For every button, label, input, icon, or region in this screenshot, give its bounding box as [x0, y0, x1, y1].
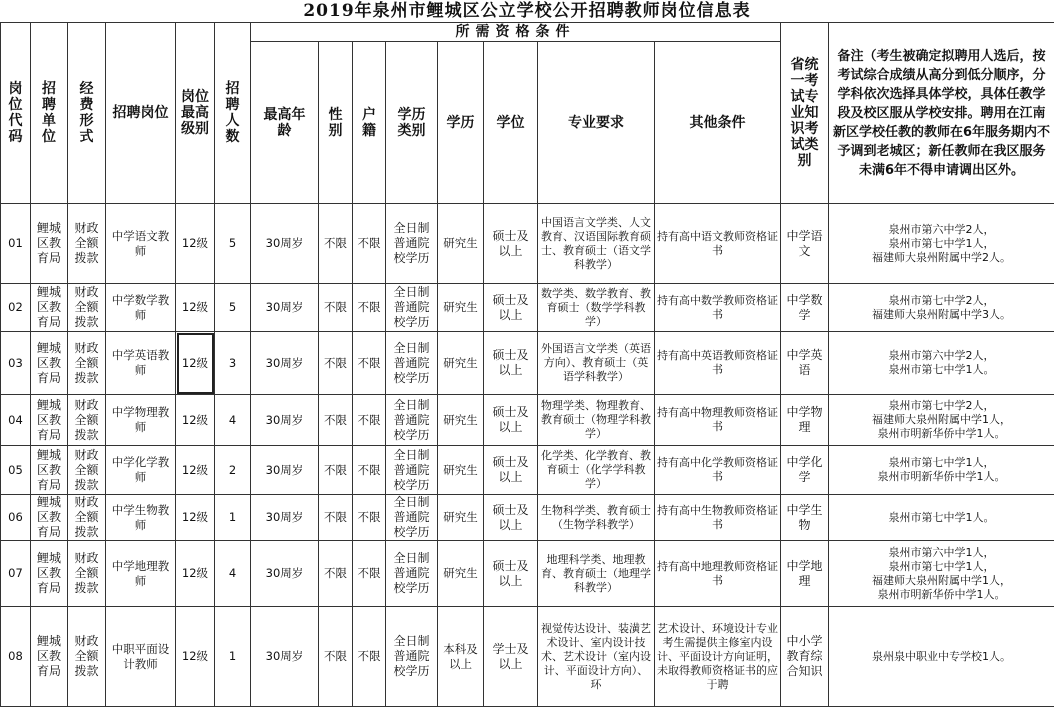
- cell-edu-type: 全日制普通院校学历: [386, 332, 438, 395]
- cell-count: 5: [215, 284, 251, 332]
- header-hukou: 户籍: [353, 42, 386, 204]
- cell-level: 12级: [176, 607, 215, 707]
- cell-post: 中学生物教师: [106, 495, 176, 541]
- cell-edu-type: 全日制普通院校学历: [386, 495, 438, 541]
- header-other: 其他条件: [655, 42, 781, 204]
- remark-line: 福建师大泉州附属中学3人。: [830, 308, 1053, 322]
- cell-level: 12级: [176, 395, 215, 446]
- cell-unit: 鲤城区教育局: [31, 607, 68, 707]
- cell-age: 30周岁: [251, 332, 319, 395]
- remark-line: 泉州市明新华侨中学1人。: [830, 470, 1053, 484]
- cell-post: 中学数学教师: [106, 284, 176, 332]
- cell-education: 研究生: [438, 284, 484, 332]
- cell-post: 中学语文教师: [106, 204, 176, 284]
- cell-level: 12级: [176, 204, 215, 284]
- header-post: 招聘岗位: [106, 23, 176, 204]
- header-age: 最高年龄: [251, 42, 319, 204]
- cell-other: 持有高中语文教师资格证书: [655, 204, 781, 284]
- cell-education: 本科及以上: [438, 607, 484, 707]
- header-major: 专业要求: [538, 42, 655, 204]
- remark-line: 泉州市第七中学1人，: [830, 237, 1053, 251]
- remark-line: 泉州市第六中学2人，: [830, 349, 1053, 363]
- cell-major: 化学类、化学教育、教育硕士（化学学科教学）: [538, 446, 655, 495]
- cell-education: 研究生: [438, 204, 484, 284]
- cell-hukou: 不限: [353, 446, 386, 495]
- header-degree: 学位: [484, 42, 538, 204]
- remark-line: 泉州市第七中学1人。: [830, 511, 1053, 525]
- cell-edu-type: 全日制普通院校学历: [386, 395, 438, 446]
- cell-count: 1: [215, 607, 251, 707]
- cell-exam: 中学化学: [781, 446, 829, 495]
- cell-major: 外国语言文学类（英语方向）、教育硕士（英语学科教学）: [538, 332, 655, 395]
- cell-age: 30周岁: [251, 446, 319, 495]
- header-edu-type: 学历类别: [386, 42, 438, 204]
- table-row: [1, 446, 1054, 495]
- remark-line: 泉州市第七中学1人。: [830, 363, 1053, 377]
- remark-line: 福建师大泉州附属中学1人，: [830, 574, 1053, 588]
- cell-level: 12级: [176, 284, 215, 332]
- cell-post: 中学英语教师: [106, 332, 176, 395]
- cell-code: 07: [1, 541, 31, 607]
- cell-edu-type: 全日制普通院校学历: [386, 446, 438, 495]
- cell-count: 2: [215, 446, 251, 495]
- cell-exam: 中学生物: [781, 495, 829, 541]
- header-qualifications: 所需资格条件: [251, 23, 781, 42]
- cell-hukou: 不限: [353, 607, 386, 707]
- cell-code: 01: [1, 204, 31, 284]
- cell-remarks: [829, 446, 1054, 495]
- cell-unit: 鲤城区教育局: [31, 204, 68, 284]
- cell-remarks: [829, 541, 1054, 607]
- cell-remarks: [829, 495, 1054, 541]
- cell-degree: 学士及以上: [484, 607, 538, 707]
- cell-funding: 财政全额拨款: [68, 284, 106, 332]
- cell-degree: 硕士及以上: [484, 495, 538, 541]
- cell-hukou: 不限: [353, 495, 386, 541]
- cell-funding: 财政全额拨款: [68, 541, 106, 607]
- table-row: [1, 495, 1054, 541]
- cell-gender: 不限: [319, 284, 353, 332]
- cell-edu-type: 全日制普通院校学历: [386, 607, 438, 707]
- cell-remarks: [829, 284, 1054, 332]
- cell-edu-type: 全日制普通院校学历: [386, 284, 438, 332]
- cell-funding: 财政全额拨款: [68, 607, 106, 707]
- table-row: [1, 395, 1054, 446]
- header-remarks: 备注（考生被确定拟聘用人选后，按考试综合成绩从高分到低分顺序，分学科依次选择具体学校，具体任教学段及校区服从学校安排。聘用在江南新区学校任教的教师在6年服务期内不予调到老城区；新任教师在我区服务未满6年不得申请调出区外。: [829, 23, 1054, 204]
- cell-count: 1: [215, 495, 251, 541]
- cell-age: 30周岁: [251, 395, 319, 446]
- cell-age: 30周岁: [251, 495, 319, 541]
- cell-count: 4: [215, 395, 251, 446]
- remark-line: 泉州泉中职业中专学校1人。: [830, 650, 1053, 664]
- header-count: 招聘人数: [215, 23, 251, 204]
- cell-education: 研究生: [438, 332, 484, 395]
- cell-unit: 鲤城区教育局: [31, 541, 68, 607]
- cell-code: 04: [1, 395, 31, 446]
- cell-other: 艺术设计、环境设计专业考生需提供主修室内设计、平面设计方向证明，未取得教师资格证书的应于聘: [655, 607, 781, 707]
- cell-remarks: [829, 332, 1054, 395]
- remark-line: 泉州市第六中学2人，: [830, 223, 1053, 237]
- cell-exam: 中学语文: [781, 204, 829, 284]
- cell-funding: 财政全额拨款: [68, 446, 106, 495]
- cell-major: 数学类、数学教育、教育硕士（数学学科教学）: [538, 284, 655, 332]
- cell-degree: 硕士及以上: [484, 284, 538, 332]
- cell-funding: 财政全额拨款: [68, 332, 106, 395]
- cell-remarks: [829, 204, 1054, 284]
- cell-code: 06: [1, 495, 31, 541]
- remark-line: 泉州市第六中学1人，: [830, 546, 1053, 560]
- cell-hukou: 不限: [353, 204, 386, 284]
- cell-count: 4: [215, 541, 251, 607]
- cell-age: 30周岁: [251, 607, 319, 707]
- cell-count: 3: [215, 332, 251, 395]
- cell-level: 12级: [176, 495, 215, 541]
- header-code: 岗位代码: [1, 23, 31, 204]
- cell-post: 中职平面设计教师: [106, 607, 176, 707]
- cell-count: 5: [215, 204, 251, 284]
- cell-gender: 不限: [319, 395, 353, 446]
- cell-degree: 硕士及以上: [484, 332, 538, 395]
- remark-line: 泉州市第七中学2人，: [830, 294, 1053, 308]
- cell-degree: 硕士及以上: [484, 204, 538, 284]
- remark-line: 泉州市第七中学1人，: [830, 456, 1053, 470]
- cell-age: 30周岁: [251, 204, 319, 284]
- cell-remarks: [829, 607, 1054, 707]
- header-exam: 省统一考试专业知识考试类别: [781, 23, 829, 204]
- remark-line: 泉州市第七中学2人，: [830, 399, 1053, 413]
- cell-education: 研究生: [438, 395, 484, 446]
- cell-degree: 硕士及以上: [484, 541, 538, 607]
- cell-other: 持有高中化学教师资格证书: [655, 446, 781, 495]
- cell-major: 生物科学类、教育硕士（生物学科教学）: [538, 495, 655, 541]
- cell-gender: 不限: [319, 495, 353, 541]
- remark-line: 福建师大泉州附属中学1人，: [830, 413, 1053, 427]
- page-title: 2019年泉州市鲤城区公立学校公开招聘教师岗位信息表: [0, 0, 1054, 22]
- cell-funding: 财政全额拨款: [68, 395, 106, 446]
- cell-post: 中学物理教师: [106, 395, 176, 446]
- header-unit: 招聘单位: [31, 23, 68, 204]
- cell-other: 持有高中英语教师资格证书: [655, 332, 781, 395]
- cell-exam: 中小学教育综合知识: [781, 607, 829, 707]
- cell-hukou: 不限: [353, 332, 386, 395]
- table-row: [1, 541, 1054, 607]
- header-funding: 经费形式: [68, 23, 106, 204]
- header-education: 学历: [438, 42, 484, 204]
- remark-line: 泉州市第七中学1人，: [830, 560, 1053, 574]
- cell-major: 物理学类、物理教育、教育硕士（物理学科教学）: [538, 395, 655, 446]
- cell-other: 持有高中生物教师资格证书: [655, 495, 781, 541]
- header-level: 岗位最高级别: [176, 23, 215, 204]
- cell-remarks: [829, 395, 1054, 446]
- cell-code: 08: [1, 607, 31, 707]
- cell-exam: 中学物理: [781, 395, 829, 446]
- header-gender: 性别: [319, 42, 353, 204]
- recruitment-table: [0, 22, 1054, 707]
- cell-major: 中国语言文学类、人文教育、汉语国际教育硕士、教育硕士（语文学科教学）: [538, 204, 655, 284]
- cell-gender: 不限: [319, 607, 353, 707]
- table-row: [1, 284, 1054, 332]
- cell-funding: 财政全额拨款: [68, 204, 106, 284]
- table-row: [1, 607, 1054, 707]
- cell-code: 05: [1, 446, 31, 495]
- cell-level: 12级: [176, 541, 215, 607]
- remark-line: 泉州市明新华侨中学1人。: [830, 588, 1053, 602]
- cell-exam: 中学数学: [781, 284, 829, 332]
- cell-hukou: 不限: [353, 284, 386, 332]
- cell-other: 持有高中物理教师资格证书: [655, 395, 781, 446]
- cell-other: 持有高中数学教师资格证书: [655, 284, 781, 332]
- cell-code: 02: [1, 284, 31, 332]
- cell-edu-type: 全日制普通院校学历: [386, 541, 438, 607]
- cell-exam: 中学地理: [781, 541, 829, 607]
- cell-gender: 不限: [319, 332, 353, 395]
- remark-line: 泉州市明新华侨中学1人。: [830, 427, 1053, 441]
- cell-hukou: 不限: [353, 395, 386, 446]
- cell-unit: 鲤城区教育局: [31, 446, 68, 495]
- cell-unit: 鲤城区教育局: [31, 395, 68, 446]
- cell-major: 视觉传达设计、装潢艺术设计、室内设计技术、艺术设计（室内设计、平面设计方向）、环: [538, 607, 655, 707]
- cell-code: 03: [1, 332, 31, 395]
- cell-gender: 不限: [319, 204, 353, 284]
- cell-level: 12级: [176, 332, 215, 395]
- cell-edu-type: 全日制普通院校学历: [386, 204, 438, 284]
- cell-level: 12级: [176, 446, 215, 495]
- cell-education: 研究生: [438, 446, 484, 495]
- cell-exam: 中学英语: [781, 332, 829, 395]
- cell-age: 30周岁: [251, 541, 319, 607]
- cell-degree: 硕士及以上: [484, 395, 538, 446]
- cell-post: 中学化学教师: [106, 446, 176, 495]
- remark-line: 福建师大泉州附属中学2人。: [830, 251, 1053, 265]
- cell-education: 研究生: [438, 495, 484, 541]
- cell-gender: 不限: [319, 541, 353, 607]
- cell-unit: 鲤城区教育局: [31, 495, 68, 541]
- cell-major: 地理科学类、地理教育、教育硕士（地理学科教学）: [538, 541, 655, 607]
- table-row: [1, 204, 1054, 284]
- cell-unit: 鲤城区教育局: [31, 332, 68, 395]
- cell-post: 中学地理教师: [106, 541, 176, 607]
- cell-other: 持有高中地理教师资格证书: [655, 541, 781, 607]
- cell-unit: 鲤城区教育局: [31, 284, 68, 332]
- cell-education: 研究生: [438, 541, 484, 607]
- cell-gender: 不限: [319, 446, 353, 495]
- cell-funding: 财政全额拨款: [68, 495, 106, 541]
- cell-hukou: 不限: [353, 541, 386, 607]
- table-row: [1, 332, 1054, 395]
- cell-age: 30周岁: [251, 284, 319, 332]
- cell-degree: 硕士及以上: [484, 446, 538, 495]
